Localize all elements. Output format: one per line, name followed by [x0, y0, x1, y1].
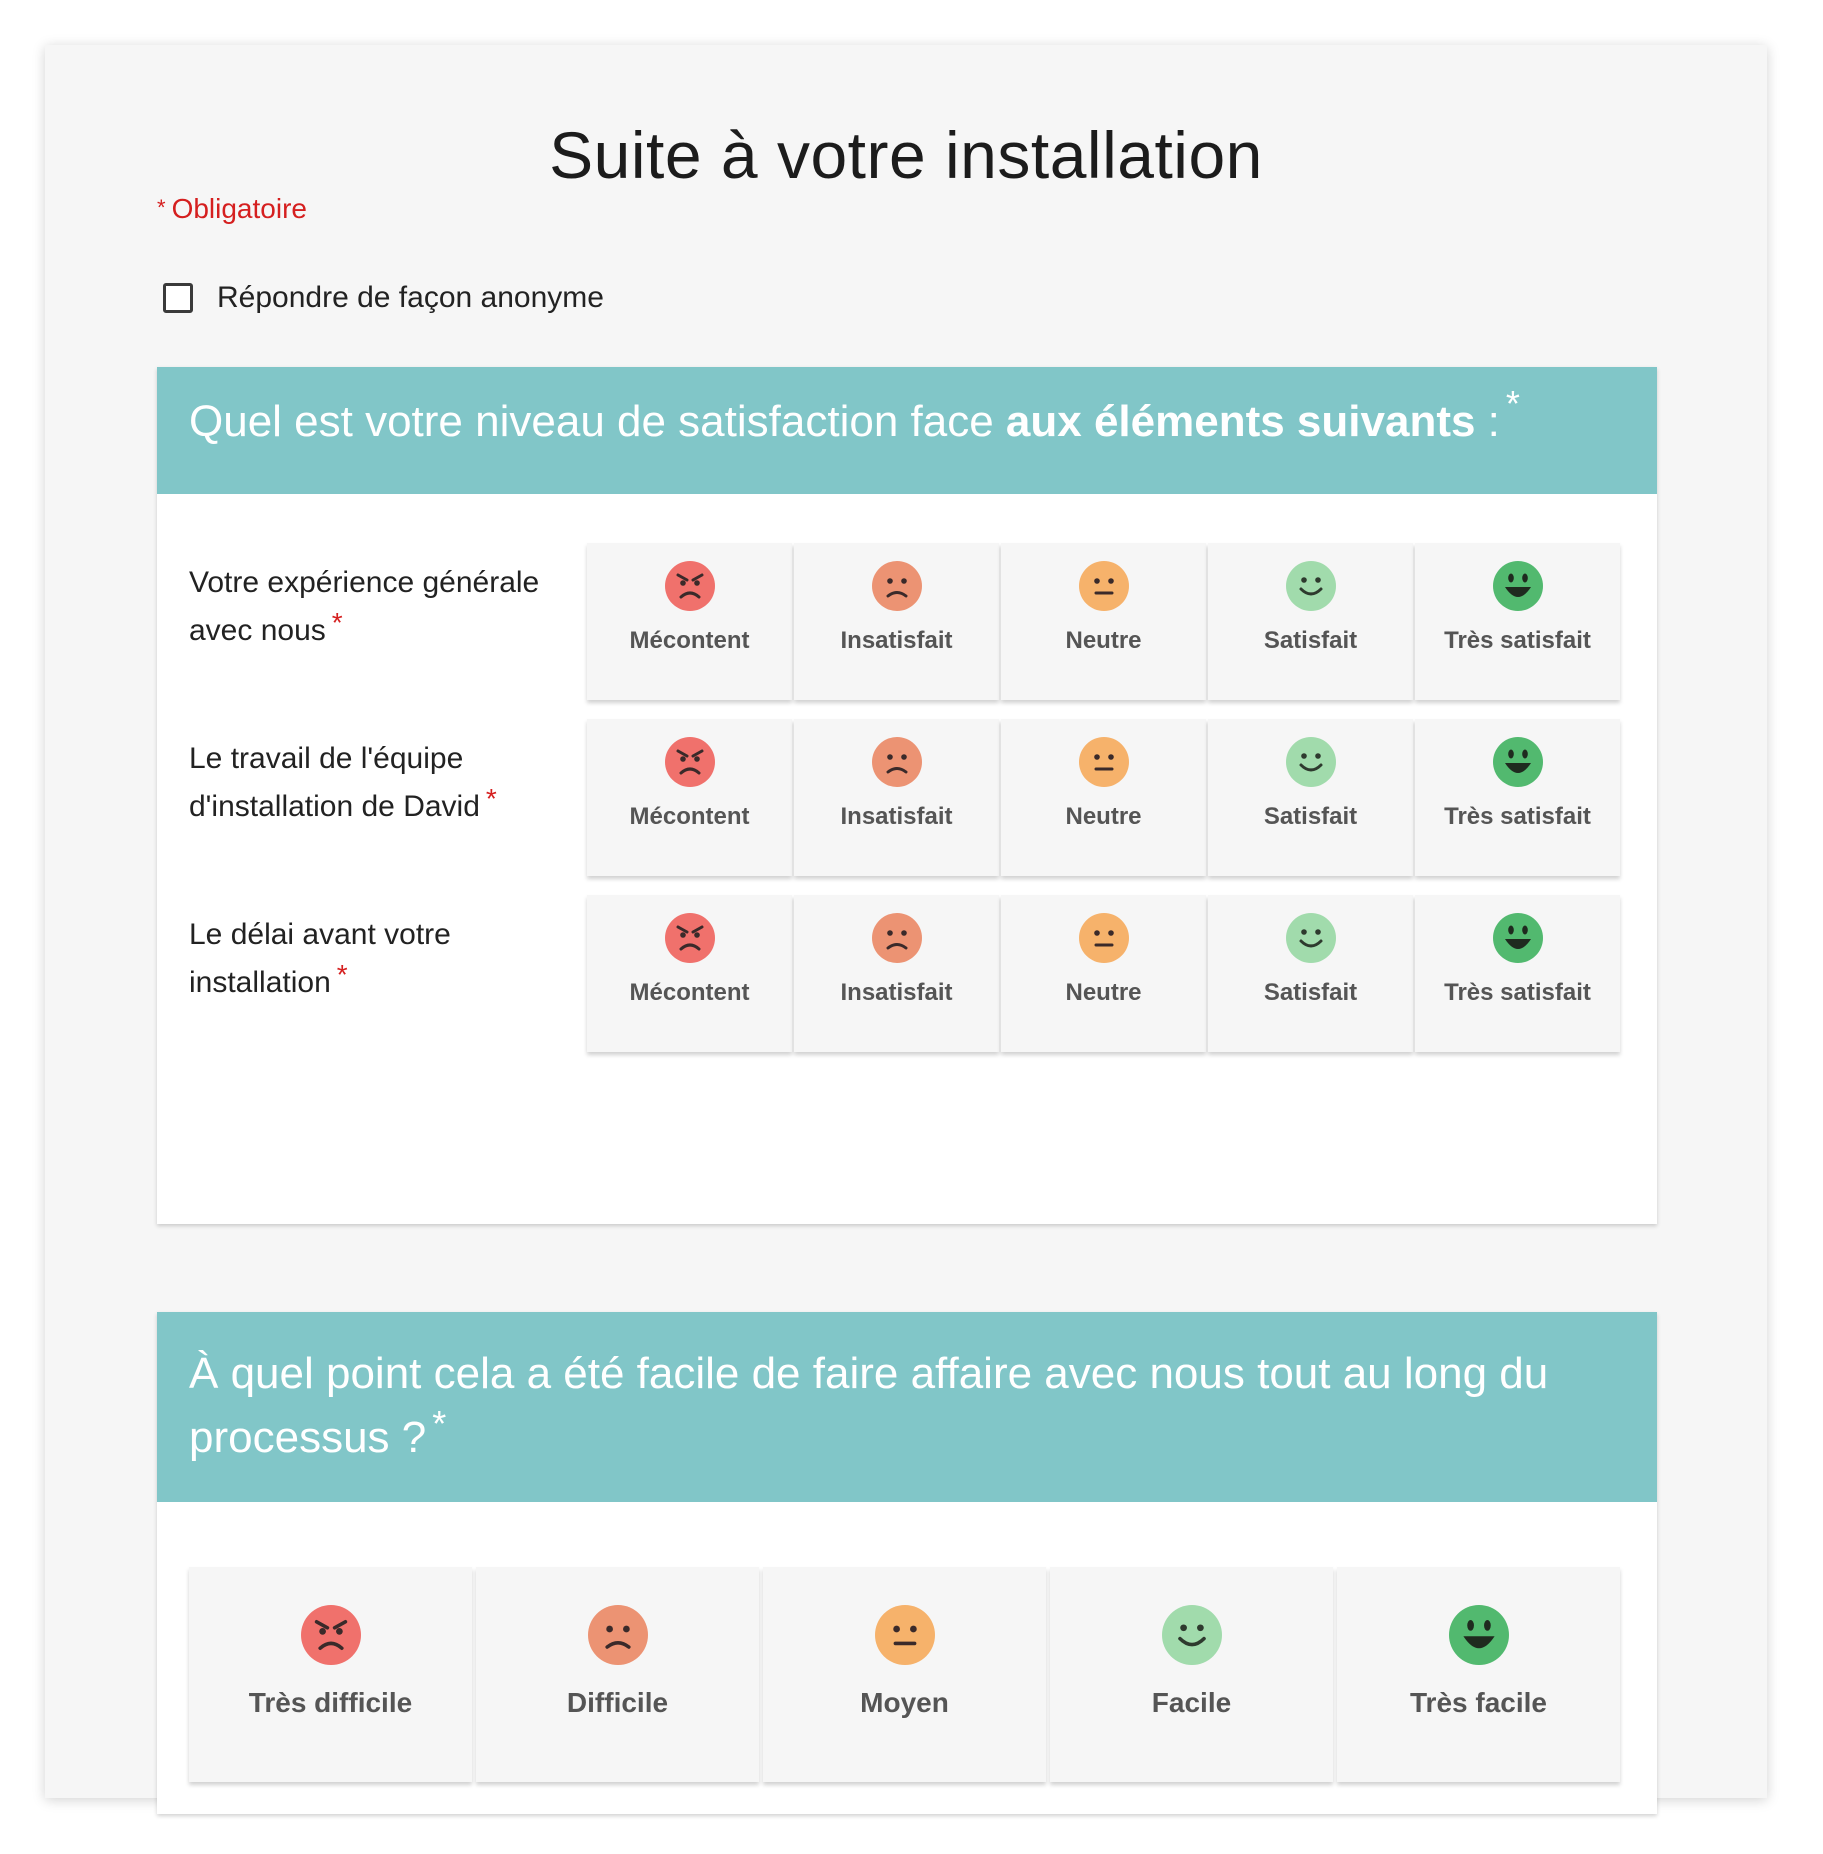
ease-option-label: Très facile [1410, 1687, 1547, 1718]
required-star: * [1505, 383, 1520, 424]
required-star: * [336, 959, 348, 990]
required-star: * [432, 1403, 447, 1444]
rating-option-label: Neutre [1065, 627, 1142, 654]
ease-option-label: Moyen [860, 1687, 949, 1718]
row-label-text: Le travail de l'équipe d'installation de David [189, 742, 480, 823]
smile-face-icon [1286, 561, 1336, 611]
rating-options [587, 719, 1622, 876]
rating-option-label: Très satisfait [1444, 803, 1591, 830]
smile-face-icon [1162, 1605, 1222, 1665]
anonymous-label: Répondre de façon anonyme [217, 281, 604, 314]
ease-option-label: Difficile [566, 1687, 669, 1718]
rating-option-label: Mécontent [629, 979, 750, 1006]
rating-option-label: Mécontent [629, 627, 750, 654]
angry-face-icon [301, 1605, 361, 1665]
ease-header-text: À quel point cela a été facile de faire affaire avec nous tout au long du processus ? [189, 1349, 1549, 1462]
required-note [157, 193, 307, 225]
required-star: * [157, 195, 166, 220]
anonymous-row[interactable] [163, 281, 604, 315]
ease-header [157, 1312, 1657, 1502]
angry-face-icon [665, 561, 715, 611]
ease-section [157, 1312, 1657, 1814]
grin-face-icon [1493, 913, 1543, 963]
satisfaction-header [157, 367, 1657, 494]
neutral-face-icon [875, 1605, 935, 1665]
neutral-face-icon [1079, 737, 1129, 787]
rating-option-label: Neutre [1065, 979, 1142, 1006]
rating-option-label: Satisfait [1263, 979, 1358, 1006]
ease-option-2[interactable] [763, 1567, 1046, 1782]
satisfaction-header-suffix: : [1475, 397, 1500, 446]
row-label [189, 735, 579, 831]
required-star: * [485, 783, 497, 814]
rating-option-2[interactable] [1001, 895, 1206, 1052]
rating-option-0[interactable] [587, 543, 792, 700]
page-title: Suite à votre installation [549, 118, 1263, 192]
rating-options [587, 543, 1622, 700]
rating-option-2[interactable] [1001, 543, 1206, 700]
required-star: * [331, 607, 343, 638]
rating-option-label: Neutre [1065, 803, 1142, 830]
rating-option-label: Satisfait [1263, 803, 1358, 830]
rating-options [587, 895, 1622, 1052]
sad-face-icon [872, 913, 922, 963]
rating-option-label: Insatisfait [840, 627, 953, 654]
satisfaction-header-bold: aux éléments suivants [1005, 397, 1476, 446]
ease-option-label: Très difficile [248, 1687, 413, 1718]
ease-option-3[interactable] [1050, 1567, 1333, 1782]
required-note-text: Obligatoire [171, 193, 307, 224]
rating-option-4[interactable] [1415, 543, 1620, 700]
ease-option-4[interactable] [1337, 1567, 1620, 1782]
grin-face-icon [1493, 561, 1543, 611]
rating-option-label: Très satisfait [1444, 979, 1591, 1006]
grin-face-icon [1493, 737, 1543, 787]
neutral-face-icon [1079, 913, 1129, 963]
neutral-face-icon [1079, 561, 1129, 611]
rating-option-1[interactable] [794, 543, 999, 700]
row-label [189, 559, 579, 655]
rating-option-4[interactable] [1415, 719, 1620, 876]
ease-options [189, 1567, 1624, 1782]
row-label [189, 911, 579, 1007]
rating-option-label: Insatisfait [840, 979, 953, 1006]
rating-option-3[interactable] [1208, 895, 1413, 1052]
angry-face-icon [665, 737, 715, 787]
rating-option-4[interactable] [1415, 895, 1620, 1052]
sad-face-icon [588, 1605, 648, 1665]
sad-face-icon [872, 737, 922, 787]
rating-option-label: Très satisfait [1444, 627, 1591, 654]
row-label-text: Le délai avant votre installation [189, 918, 451, 999]
smile-face-icon [1286, 913, 1336, 963]
survey-card [45, 45, 1767, 1798]
rating-option-3[interactable] [1208, 543, 1413, 700]
rating-option-0[interactable] [587, 719, 792, 876]
row-label-text: Votre expérience générale avec nous [189, 566, 540, 647]
rating-option-1[interactable] [794, 719, 999, 876]
ease-option-1[interactable] [476, 1567, 759, 1782]
satisfaction-section [157, 367, 1657, 1224]
rating-option-0[interactable] [587, 895, 792, 1052]
ease-option-label: Facile [1151, 1687, 1232, 1718]
rating-option-3[interactable] [1208, 719, 1413, 876]
grin-face-icon [1449, 1605, 1509, 1665]
smile-face-icon [1286, 737, 1336, 787]
anonymous-checkbox[interactable] [163, 283, 193, 313]
rating-option-2[interactable] [1001, 719, 1206, 876]
rating-option-label: Satisfait [1263, 627, 1358, 654]
ease-option-0[interactable] [189, 1567, 472, 1782]
rating-option-label: Mécontent [629, 803, 750, 830]
rating-option-1[interactable] [794, 895, 999, 1052]
rating-option-label: Insatisfait [840, 803, 953, 830]
sad-face-icon [872, 561, 922, 611]
angry-face-icon [665, 913, 715, 963]
satisfaction-header-text: Quel est votre niveau de satisfaction face [189, 397, 1006, 446]
